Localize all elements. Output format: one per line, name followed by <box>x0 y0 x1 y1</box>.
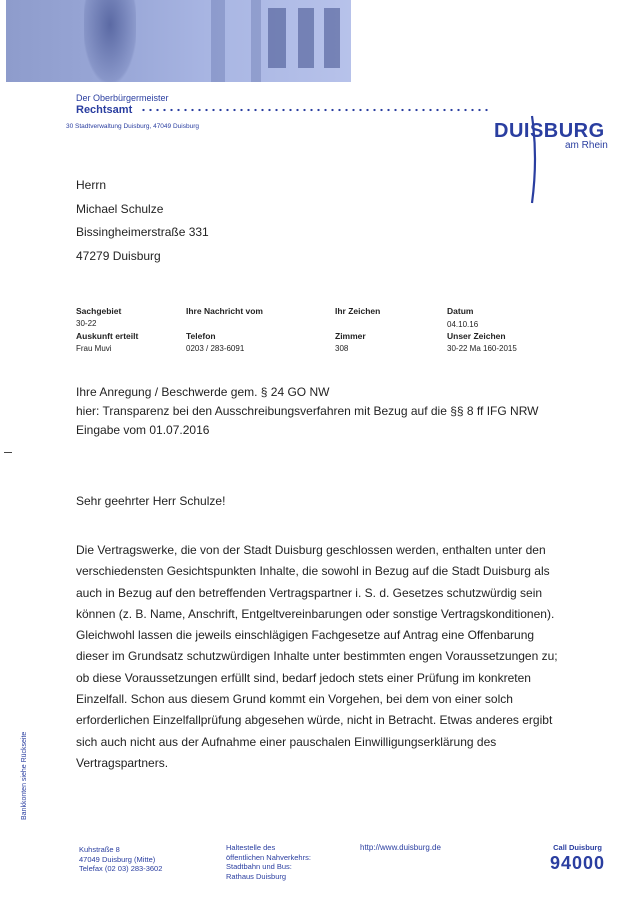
footer-address <box>79 845 162 874</box>
recipient-city: 47279 Duisburg <box>76 248 161 263</box>
transit-line: Stadtbahn und Bus: <box>226 862 292 871</box>
subject-line: Ihre Anregung / Beschwerde gem. § 24 GO NW <box>76 385 330 399</box>
recipient-address <box>76 174 209 268</box>
zimmer-value: 308 <box>335 344 349 353</box>
mayor-title: Der Oberbürgermeister <box>76 93 169 103</box>
body-line: verschiedensten Gesichtspunkten Inhalte, die sowohl in Bezug auf die Stadt Duisburg als <box>76 564 550 579</box>
return-address: 30 Stadtverwaltung Duisburg, 47049 Duisburg <box>66 123 199 130</box>
logo-text: DUISBURG <box>494 120 605 142</box>
photo-column <box>211 0 225 82</box>
body-line: sich auch nicht aus der Aufnahme einer pauschalen Einwilligungserklärung des <box>76 734 497 749</box>
call-number: 94000 <box>550 852 606 873</box>
body-line: können (z. B. Name, Anschrift, Entgeltvereinbarungen oder sonstige Vertragskonditionen). <box>76 606 555 621</box>
body-line: ob diese Voraussetzungen erfüllt sind, bedarf jedoch stets einer Prüfung im konkreten <box>76 670 531 685</box>
photo-column <box>251 0 261 82</box>
body-line: auch in Bezug auf den betreffenden Vertragspartner i. S. d. Gesetzes schutzwürdig sein <box>76 585 543 600</box>
subject-block <box>76 383 538 440</box>
body-line: Vertragspartners. <box>76 755 169 770</box>
bank-note: Bankkonten siehe Rückseite <box>21 731 28 820</box>
header-photo <box>6 0 351 82</box>
recipient-salutation: Herrn <box>76 178 107 192</box>
zeichen-label: Ihr Zeichen <box>335 306 381 316</box>
body-line: Einzelfall. Schon aus diesem Grund kommt ein Vorgehen, bei dem von einer solch <box>76 692 513 707</box>
auskunft-label: Auskunft erteilt <box>76 331 139 341</box>
footer-street: Kuhstraße 8 <box>79 845 120 854</box>
footer-transit <box>226 843 311 881</box>
zimmer-label: Zimmer <box>335 331 366 341</box>
telefon-value: 0203 / 283-6091 <box>186 344 245 353</box>
subject-line: Eingabe vom 01.07.2016 <box>76 423 210 437</box>
footer-city: 47049 Duisburg (Mitte) <box>79 854 156 864</box>
unser-zeichen-value: 30-22 Ma 160-2015 <box>447 344 517 353</box>
footer-url[interactable]: http://www.duisburg.de <box>360 843 441 852</box>
sachgebiet-label: Sachgebiet <box>76 306 122 316</box>
recipient-name: Michael Schulze <box>76 201 164 216</box>
datum-label: Datum <box>447 306 474 316</box>
photo-window <box>324 8 340 68</box>
datum-value: 04.10.16 <box>447 320 479 329</box>
call-duisburg <box>550 843 606 873</box>
transit-line: Rathaus Duisburg <box>226 871 287 881</box>
body-line: dieser im Grundsatz schutzwürdigen Inhalte unter bestimmten engen Voraussetzungen zu; <box>76 649 558 664</box>
photo-window <box>268 8 286 68</box>
subject-line: hier: Transparenz bei den Ausschreibungsverfahren mit Bezug auf die §§ 8 ff IFG NRW <box>76 404 539 418</box>
fold-mark <box>4 452 12 453</box>
sender-block <box>76 93 169 116</box>
transit-line: Haltestelle des <box>226 843 276 852</box>
telefon-label: Telefon <box>186 331 216 341</box>
photo-window <box>298 8 314 68</box>
auskunft-value: Frau Muvi <box>76 344 112 353</box>
body-line: Gleichwohl lassen die jeweils einschlägigen Fachgesetze auf Antrag eine Offenbarung <box>76 628 535 643</box>
logo-subtitle: am Rhein <box>565 140 608 151</box>
footer-fax: Telefax (02 03) 283-3602 <box>79 864 163 873</box>
office-name: Rechtsamt <box>76 104 133 116</box>
transit-line: öffentlichen Nahverkehrs: <box>226 852 311 862</box>
statue-image <box>84 0 136 82</box>
sachgebiet-value: 30-22 <box>76 319 97 328</box>
recipient-street: Bissingheimerstraße 331 <box>76 225 209 239</box>
letter-salutation: Sehr geehrter Herr Schulze! <box>76 494 226 508</box>
nachricht-label: Ihre Nachricht vom <box>186 306 263 316</box>
call-title: Call Duisburg <box>553 843 602 852</box>
unser-zeichen-label: Unser Zeichen <box>447 331 506 341</box>
dotted-rule <box>140 108 490 112</box>
body-line: Die Vertragswerke, die von der Stadt Duisburg geschlossen werden, enthalten unter den <box>76 543 546 557</box>
body-line: erforderlichen Einzelfallprüfung abgesehen würde, nicht in Betracht. Etwas anderes ergibt <box>76 713 553 728</box>
letter-body <box>76 540 576 774</box>
